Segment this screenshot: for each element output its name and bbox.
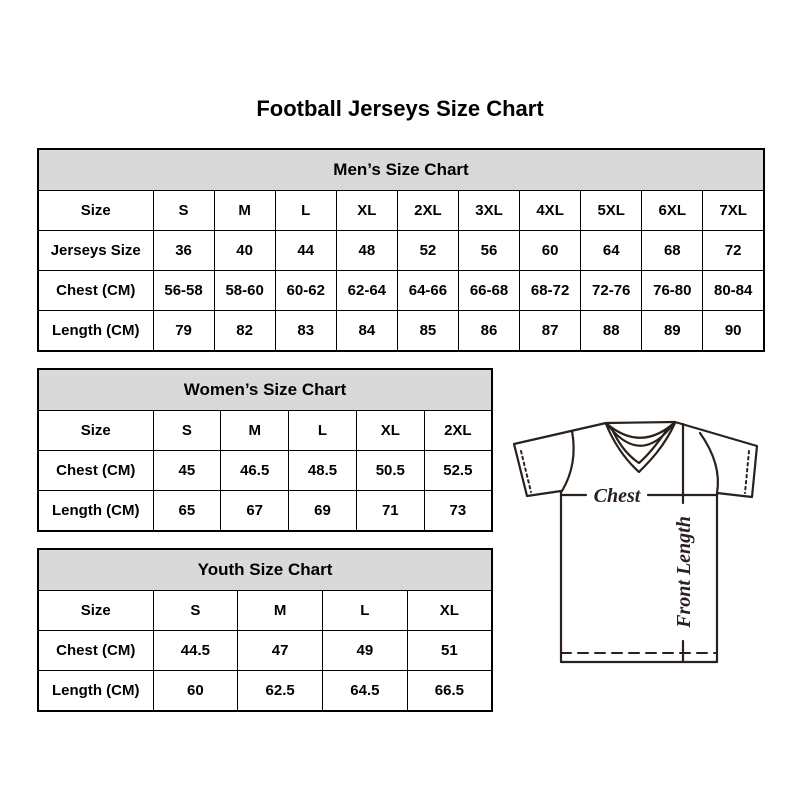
jersey-measurement-diagram [503, 410, 769, 670]
cell-value: L [323, 591, 408, 631]
cell-value: 44.5 [153, 631, 238, 671]
cell-value: 82 [214, 311, 275, 352]
cell-value: 64 [581, 231, 642, 271]
womens-size-chart-table [37, 368, 493, 532]
cell-value: 84 [336, 311, 397, 352]
cell-value: 47 [238, 631, 323, 671]
table-row [38, 671, 492, 712]
cell-value: 68 [642, 231, 703, 271]
table-row [38, 191, 764, 231]
cell-value: 2XL [424, 411, 492, 451]
left-armhole-seam [562, 431, 574, 491]
cell-value: 2XL [397, 191, 458, 231]
cell-value: 60 [520, 231, 581, 271]
left-cuff-stitch-line [521, 451, 531, 492]
table-row [38, 491, 492, 532]
page-title: Football Jerseys Size Chart [256, 96, 544, 121]
cell-value: 83 [275, 311, 336, 352]
row-label: Size [38, 591, 153, 631]
right-armhole-seam [700, 433, 718, 493]
youth-size-chart-table [37, 548, 493, 712]
cell-value: L [275, 191, 336, 231]
cell-value: L [289, 411, 357, 451]
jersey-outline-shape [514, 422, 757, 662]
row-label: Chest (CM) [38, 631, 153, 671]
table-row [38, 631, 492, 671]
mens-size-chart-table [37, 148, 765, 352]
cell-value: 5XL [581, 191, 642, 231]
cell-value: 65 [153, 491, 221, 532]
row-label: Length (CM) [38, 491, 153, 532]
cell-value: 80-84 [703, 271, 764, 311]
cell-value: 46.5 [221, 451, 289, 491]
cell-value: 87 [520, 311, 581, 352]
cell-value: 85 [397, 311, 458, 352]
cell-value: 44 [275, 231, 336, 271]
cell-value: 88 [581, 311, 642, 352]
cell-value: M [238, 591, 323, 631]
cell-value: 62.5 [238, 671, 323, 712]
cell-value: 45 [153, 451, 221, 491]
cell-value: 66.5 [407, 671, 492, 712]
cell-value: 64-66 [397, 271, 458, 311]
cell-value: 69 [289, 491, 357, 532]
cell-value: 72 [703, 231, 764, 271]
cell-value: 48 [336, 231, 397, 271]
table-row [38, 411, 492, 451]
cell-value: 72-76 [581, 271, 642, 311]
cell-value: S [153, 191, 214, 231]
table-row [38, 271, 764, 311]
table-row [38, 591, 492, 631]
cell-value: 67 [221, 491, 289, 532]
cell-value: 60-62 [275, 271, 336, 311]
cell-value: 49 [323, 631, 408, 671]
cell-value: 56 [458, 231, 519, 271]
cell-value: 52 [397, 231, 458, 271]
cell-value: 56-58 [153, 271, 214, 311]
cell-value: 71 [356, 491, 424, 532]
cell-value: 7XL [703, 191, 764, 231]
cell-value: S [153, 411, 221, 451]
cell-value: 50.5 [356, 451, 424, 491]
cell-value: 90 [703, 311, 764, 352]
cell-value: 4XL [520, 191, 581, 231]
cell-value: 76-80 [642, 271, 703, 311]
cell-value: 86 [458, 311, 519, 352]
cell-value: 68-72 [520, 271, 581, 311]
cell-value: 52.5 [424, 451, 492, 491]
table-row [38, 231, 764, 271]
cell-value: 3XL [458, 191, 519, 231]
table-row [38, 311, 764, 352]
row-label: Chest (CM) [38, 271, 153, 311]
cell-value: S [153, 591, 238, 631]
row-label: Size [38, 191, 153, 231]
cell-value: 51 [407, 631, 492, 671]
chest-measure-label: Chest [593, 485, 641, 507]
cell-value: 89 [642, 311, 703, 352]
cell-value: XL [356, 411, 424, 451]
cell-value: 48.5 [289, 451, 357, 491]
cell-value: M [221, 411, 289, 451]
table-title: Youth Size Chart [38, 549, 492, 591]
cell-value: 40 [214, 231, 275, 271]
cell-value: 64.5 [323, 671, 408, 712]
row-label: Length (CM) [38, 311, 153, 352]
row-label: Size [38, 411, 153, 451]
table-row [38, 451, 492, 491]
cell-value: XL [407, 591, 492, 631]
table-title: Men’s Size Chart [38, 149, 764, 191]
row-label: Jerseys Size [38, 231, 153, 271]
right-cuff-stitch-line [745, 451, 749, 493]
cell-value: 36 [153, 231, 214, 271]
cell-value: 58-60 [214, 271, 275, 311]
cell-value: 66-68 [458, 271, 519, 311]
row-label: Length (CM) [38, 671, 153, 712]
cell-value: 73 [424, 491, 492, 532]
row-label: Chest (CM) [38, 451, 153, 491]
cell-value: 6XL [642, 191, 703, 231]
cell-value: M [214, 191, 275, 231]
table-title: Women’s Size Chart [38, 369, 492, 411]
cell-value: 60 [153, 671, 238, 712]
cell-value: XL [336, 191, 397, 231]
cell-value: 79 [153, 311, 214, 352]
front-length-measure-label: Front Length [673, 516, 695, 628]
cell-value: 62-64 [336, 271, 397, 311]
